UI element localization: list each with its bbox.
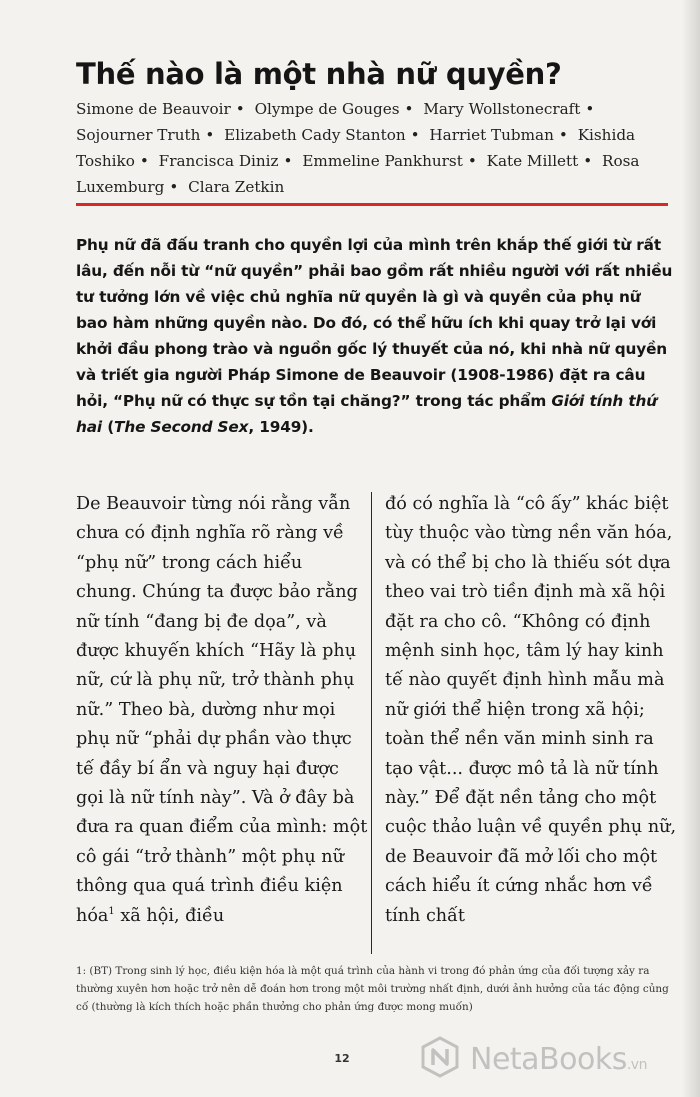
chapter-title: Thế nào là một nhà nữ quyền? — [76, 57, 562, 91]
intro-tail: , 1949). — [248, 418, 314, 436]
netabooks-logo-icon — [418, 1035, 462, 1083]
bullet-separator: • — [467, 152, 477, 170]
body-column-right — [385, 490, 677, 931]
person-name: Simone de Beauvoir — [76, 100, 231, 118]
page-edge-shadow — [682, 0, 700, 1097]
intro-paragraph — [76, 232, 676, 440]
person-name: Sojourner Truth — [76, 126, 201, 144]
intro-text: Phụ nữ đã đấu tranh cho quyền lợi của mình trên khắp thế giới từ rất lâu, đến nỗi từ “nữ quyền” phải bao gồm rất nhiều người với rất nhiều tư tưởng lớn về việc chủ nghĩa nữ quyền là gì và quyền của phụ nữ bao hàm những quyền nào. Do đó, có thể hữu ích khi quay trở lại với khởi đầu phong trào và nguồn gốc lý thuyết của nó, khi nhà nữ quyền và triết gia người Pháp Simone de Beauvoir (1908-1986) đặt ra câu hỏi, “Phụ nữ có thực sự tồn tại chăng?” trong tác phẩm — [76, 236, 673, 410]
bullet-separator: • — [404, 100, 414, 118]
red-divider-rule — [76, 203, 668, 206]
body-text-left: De Beauvoir từng nói rằng vẫn chưa có định nghĩa rõ ràng về “phụ nữ” trong cách hiểu chung. Chúng ta được bảo rằng nữ tính “đang bị đe dọa”, và được khuyến khích “Hãy là phụ nữ, cứ là phụ nữ, trở thành phụ nữ.” Theo bà, dường như mọi phụ nữ “phải dự phần vào thực tế đầy bí ẩn và nguy hại được gọi là nữ tính này”. Và ở đây bà đưa ra quan điểm của mình: một cô gái “trở thành” một phụ nữ thông qua quá trình điều kiện hóa — [76, 494, 368, 926]
watermark-text — [470, 1042, 647, 1077]
watermark-suffix: .vn — [626, 1056, 647, 1073]
bullet-separator: • — [169, 178, 179, 196]
intro-paren: ( — [102, 418, 115, 436]
page-number: 12 — [334, 1052, 350, 1065]
body-column-left — [76, 490, 368, 931]
bullet-separator: • — [583, 152, 593, 170]
person-name: Emmeline Pankhurst — [302, 152, 463, 170]
person-name: Mary Wollstonecraft — [423, 100, 581, 118]
bullet-separator: • — [585, 100, 595, 118]
watermark — [418, 1034, 647, 1084]
person-name: Kate Millett — [486, 152, 579, 170]
person-name: Kishida Toshiko — [76, 126, 636, 170]
bullet-separator: • — [139, 152, 149, 170]
footnote: 1: (BT) Trong sinh lý học, điều kiện hóa là một quá trình của hành vi trong đó phản ứng của đối tượng xảy ra thường xuyên hơn hoặc trở nên dễ đoán hơn trong một môi trường nhất định, dưới ảnh hưởng của tác động củng cố (thường là kích thích hoặc phần thưởng cho phản ứng được mong muốn) — [76, 965, 669, 1013]
person-name: Clara Zetkin — [188, 178, 285, 196]
bullet-separator: • — [235, 100, 245, 118]
person-name: Harriet Tubman — [429, 126, 554, 144]
body-text-left-end: xã hội, điều — [114, 905, 225, 926]
footnote-marker: 1 — [108, 905, 115, 917]
person-name: Olympe de Gouges — [254, 100, 400, 118]
book-title-vi: Giới tính thứ hai — [76, 392, 657, 436]
people-list — [76, 96, 676, 200]
body-text-right: đó có nghĩa là “cô ấy” khác biệt tùy thuộc vào từng nền văn hóa, và có thể bị cho là thiếu sót dựa theo vai trò tiền định mà xã hội đặt ra cho cô. “Không có định mệnh sinh học, tâm lý hay kinh tế nào quyết định hình mẫu mà nữ giới thể hiện trong xã hội; toàn thể nền văn minh sinh ra tạo vật... được mô tả là nữ tính này.” Để đặt nền tảng cho một cuộc thảo luận về quyền phụ nữ, de Beauvoir đã mở lối cho một cách hiểu ít cứng nhắc hơn về tính chất — [385, 494, 677, 926]
book-title-en: The Second Sex — [114, 418, 249, 436]
bullet-separator: • — [410, 126, 420, 144]
bullet-separator: • — [283, 152, 293, 170]
bullet-separator: • — [205, 126, 215, 144]
person-name: Rosa Luxemburg — [76, 152, 640, 196]
person-name: Francisca Diniz — [158, 152, 279, 170]
column-divider — [371, 492, 372, 954]
person-name: Elizabeth Cady Stanton — [224, 126, 406, 144]
bullet-separator: • — [558, 126, 568, 144]
watermark-brand: NetaBooks — [470, 1041, 627, 1077]
